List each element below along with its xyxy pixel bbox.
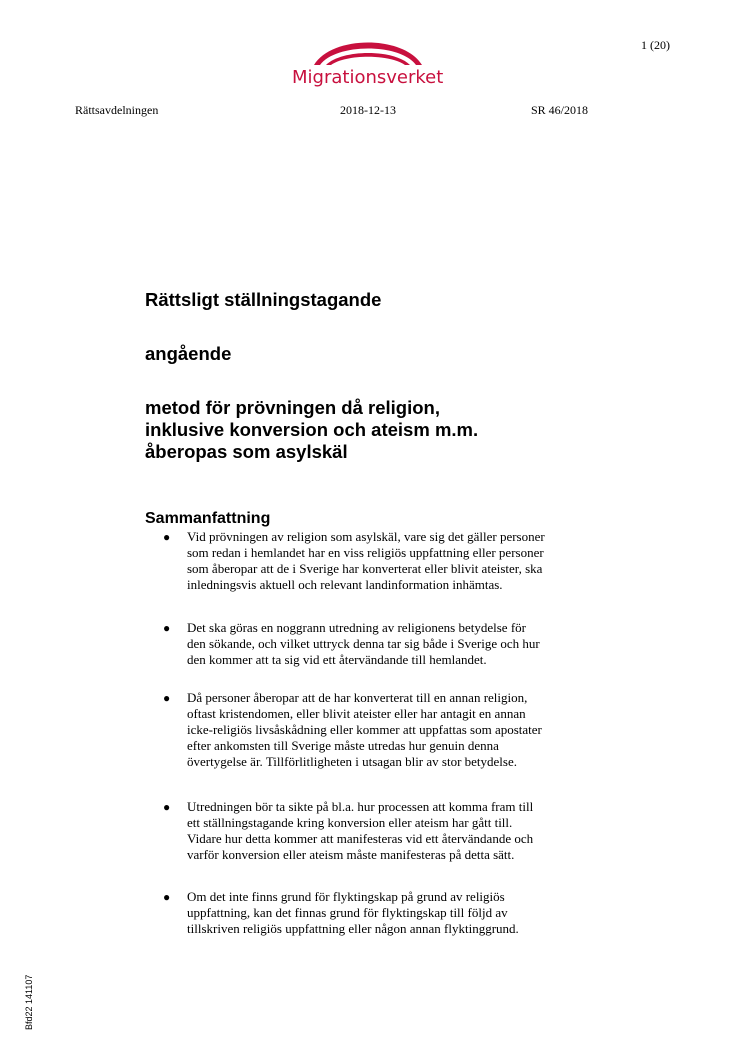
logo-wordmark: Migrationsverket bbox=[292, 67, 444, 88]
title-subject-line: åberopas som asylskäl bbox=[145, 441, 348, 462]
department-label: Rättsavdelningen bbox=[75, 103, 159, 117]
title-subject-line: inklusive konversion och ateism m.m. bbox=[145, 419, 479, 440]
title-subject-line: metod för prövningen då religion, bbox=[145, 397, 440, 418]
page-title: Rättsligt ställningstagande bbox=[145, 289, 382, 310]
summary-heading: Sammanfattning bbox=[145, 510, 271, 527]
document-reference: SR 46/2018 bbox=[531, 103, 589, 117]
title-connector: angående bbox=[145, 343, 232, 364]
list-item-text: Det ska göras en noggrann utredning av religionens betydelse för den sökande, och vilket uttryck denna tar sig både i Sverige och hur den kommer att ta sig vid ett återvändande till hemlandet. bbox=[187, 620, 540, 667]
title-subject bbox=[145, 397, 478, 463]
bullet-icon: ● bbox=[163, 691, 171, 705]
bullet-icon: ● bbox=[163, 621, 171, 635]
list-item-text: Om det inte finns grund för flyktingskap på grund av religiös uppfattning, kan det finnas grund för flyktingskap till följd av tillskriven religiös uppfattning eller någon annan flyktinggrund. bbox=[187, 889, 519, 936]
document-date: 2018-12-13 bbox=[340, 103, 396, 117]
logo-arch-icon bbox=[312, 33, 424, 67]
bullet-icon: ● bbox=[163, 890, 171, 904]
bullet-icon: ● bbox=[163, 530, 171, 544]
list-item-text: Då personer åberopar att de har konverterat till en annan religion, oftast kristendomen, eller blivit ateister eller har antagit en annan icke-religiös livsåskådning eller kommer att uppfattas som apostater efter ankomsten till Sverige måste utredas hur genuin denna övertygelse är. Tillförlitligheten i utsagan blir av stor betydelse. bbox=[187, 690, 542, 769]
list-item-text: Vid prövningen av religion som asylskäl, vare sig det gäller personer som redan i hemlandet har en viss religiös uppfattning eller personer som åberopar att de i Sverige har konverterat eller blivit ateister, ska inledningsvis aktuell och relevant landinformation inhämtas. bbox=[187, 529, 545, 592]
bullet-icon: ● bbox=[163, 800, 171, 814]
page-number: 1 (20) bbox=[641, 38, 670, 52]
list-item-text: Utredningen bör ta sikte på bl.a. hur processen att komma fram till ett ställningstagande kring konversion eller ateism har gått till. Vidare hur detta kommer att manifesteras vid ett återvändande och varför konversion eller ateism måste manifesteras på detta sätt. bbox=[187, 799, 534, 862]
form-code: Bfd22 141107 bbox=[24, 974, 34, 1030]
migrationsverket-logo bbox=[290, 33, 450, 93]
